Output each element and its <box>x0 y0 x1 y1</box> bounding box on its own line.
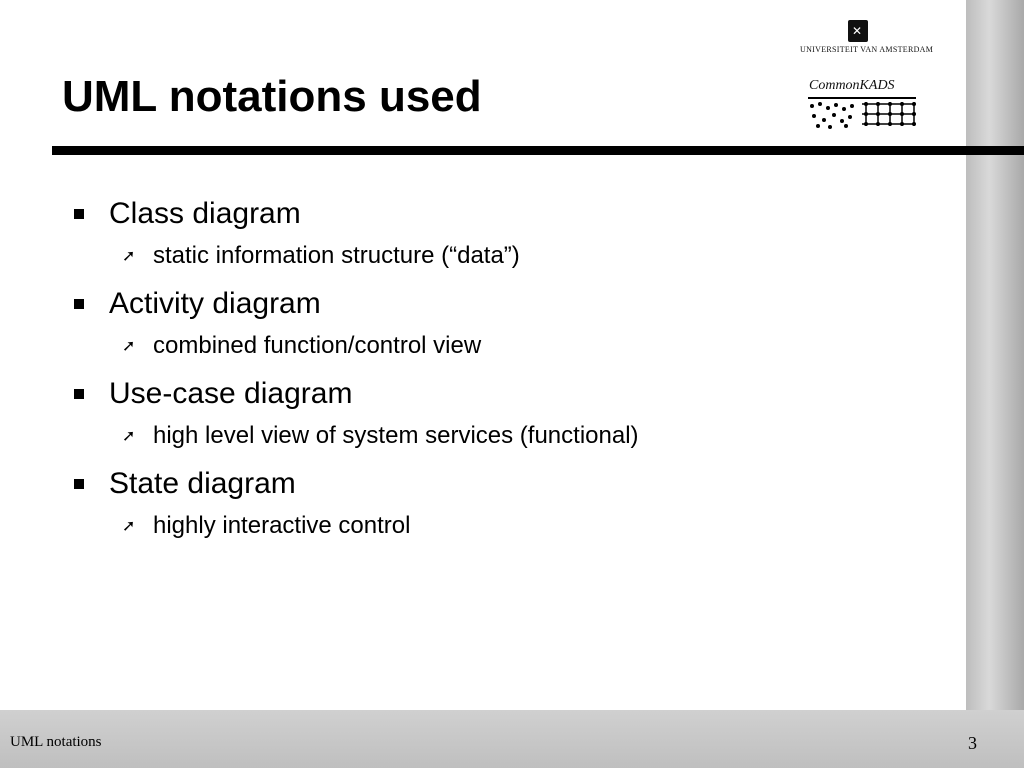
list-item <box>74 282 944 372</box>
university-logo <box>800 18 934 54</box>
title-divider <box>52 146 1024 155</box>
right-decorative-band <box>966 0 1024 768</box>
bullet-level2 <box>74 506 944 552</box>
bullet-level1 <box>74 192 944 236</box>
bullet-level2 <box>74 416 944 462</box>
arrow-up-right-icon: ➚ <box>122 246 136 265</box>
list-item <box>74 192 944 282</box>
sub-bullet-text: highly interactive control <box>153 512 411 539</box>
bullet-level2 <box>74 236 944 282</box>
bullet-level1 <box>74 462 944 506</box>
bullet-level1 <box>74 282 944 326</box>
list-item <box>74 462 944 552</box>
bullet-text: State diagram <box>109 467 296 500</box>
sub-bullet-text: high level view of system services (functional) <box>153 422 639 449</box>
slide-title: UML notations used <box>62 72 482 121</box>
commonkads-logo <box>806 78 918 132</box>
sub-bullet-text: combined function/control view <box>153 332 482 359</box>
shield-icon: ✕ <box>848 20 868 42</box>
university-logo-text: UNIVERSITEIT VAN AMSTERDAM <box>800 45 934 54</box>
square-bullet-icon <box>74 209 84 219</box>
bullet-list <box>74 192 944 552</box>
bullet-text: Use-case diagram <box>109 377 353 410</box>
square-bullet-icon <box>74 389 84 399</box>
bullet-level1 <box>74 372 944 416</box>
arrow-up-right-icon: ➚ <box>122 426 136 445</box>
square-bullet-icon <box>74 479 84 489</box>
page-number: 3 <box>968 733 977 753</box>
bullet-text: Activity diagram <box>109 287 321 320</box>
commonkads-network-icon <box>806 96 918 132</box>
square-bullet-icon <box>74 299 84 309</box>
commonkads-logo-text: CommonKADS <box>809 78 895 93</box>
list-item <box>74 372 944 462</box>
arrow-up-right-icon: ➚ <box>122 336 136 355</box>
footer-title: UML notations <box>10 734 102 750</box>
bullet-level2 <box>74 326 944 372</box>
bullet-text: Class diagram <box>109 197 301 230</box>
arrow-up-right-icon: ➚ <box>122 516 136 535</box>
sub-bullet-text: static information structure (“data”) <box>153 242 520 269</box>
bottom-decorative-band <box>0 710 1024 768</box>
